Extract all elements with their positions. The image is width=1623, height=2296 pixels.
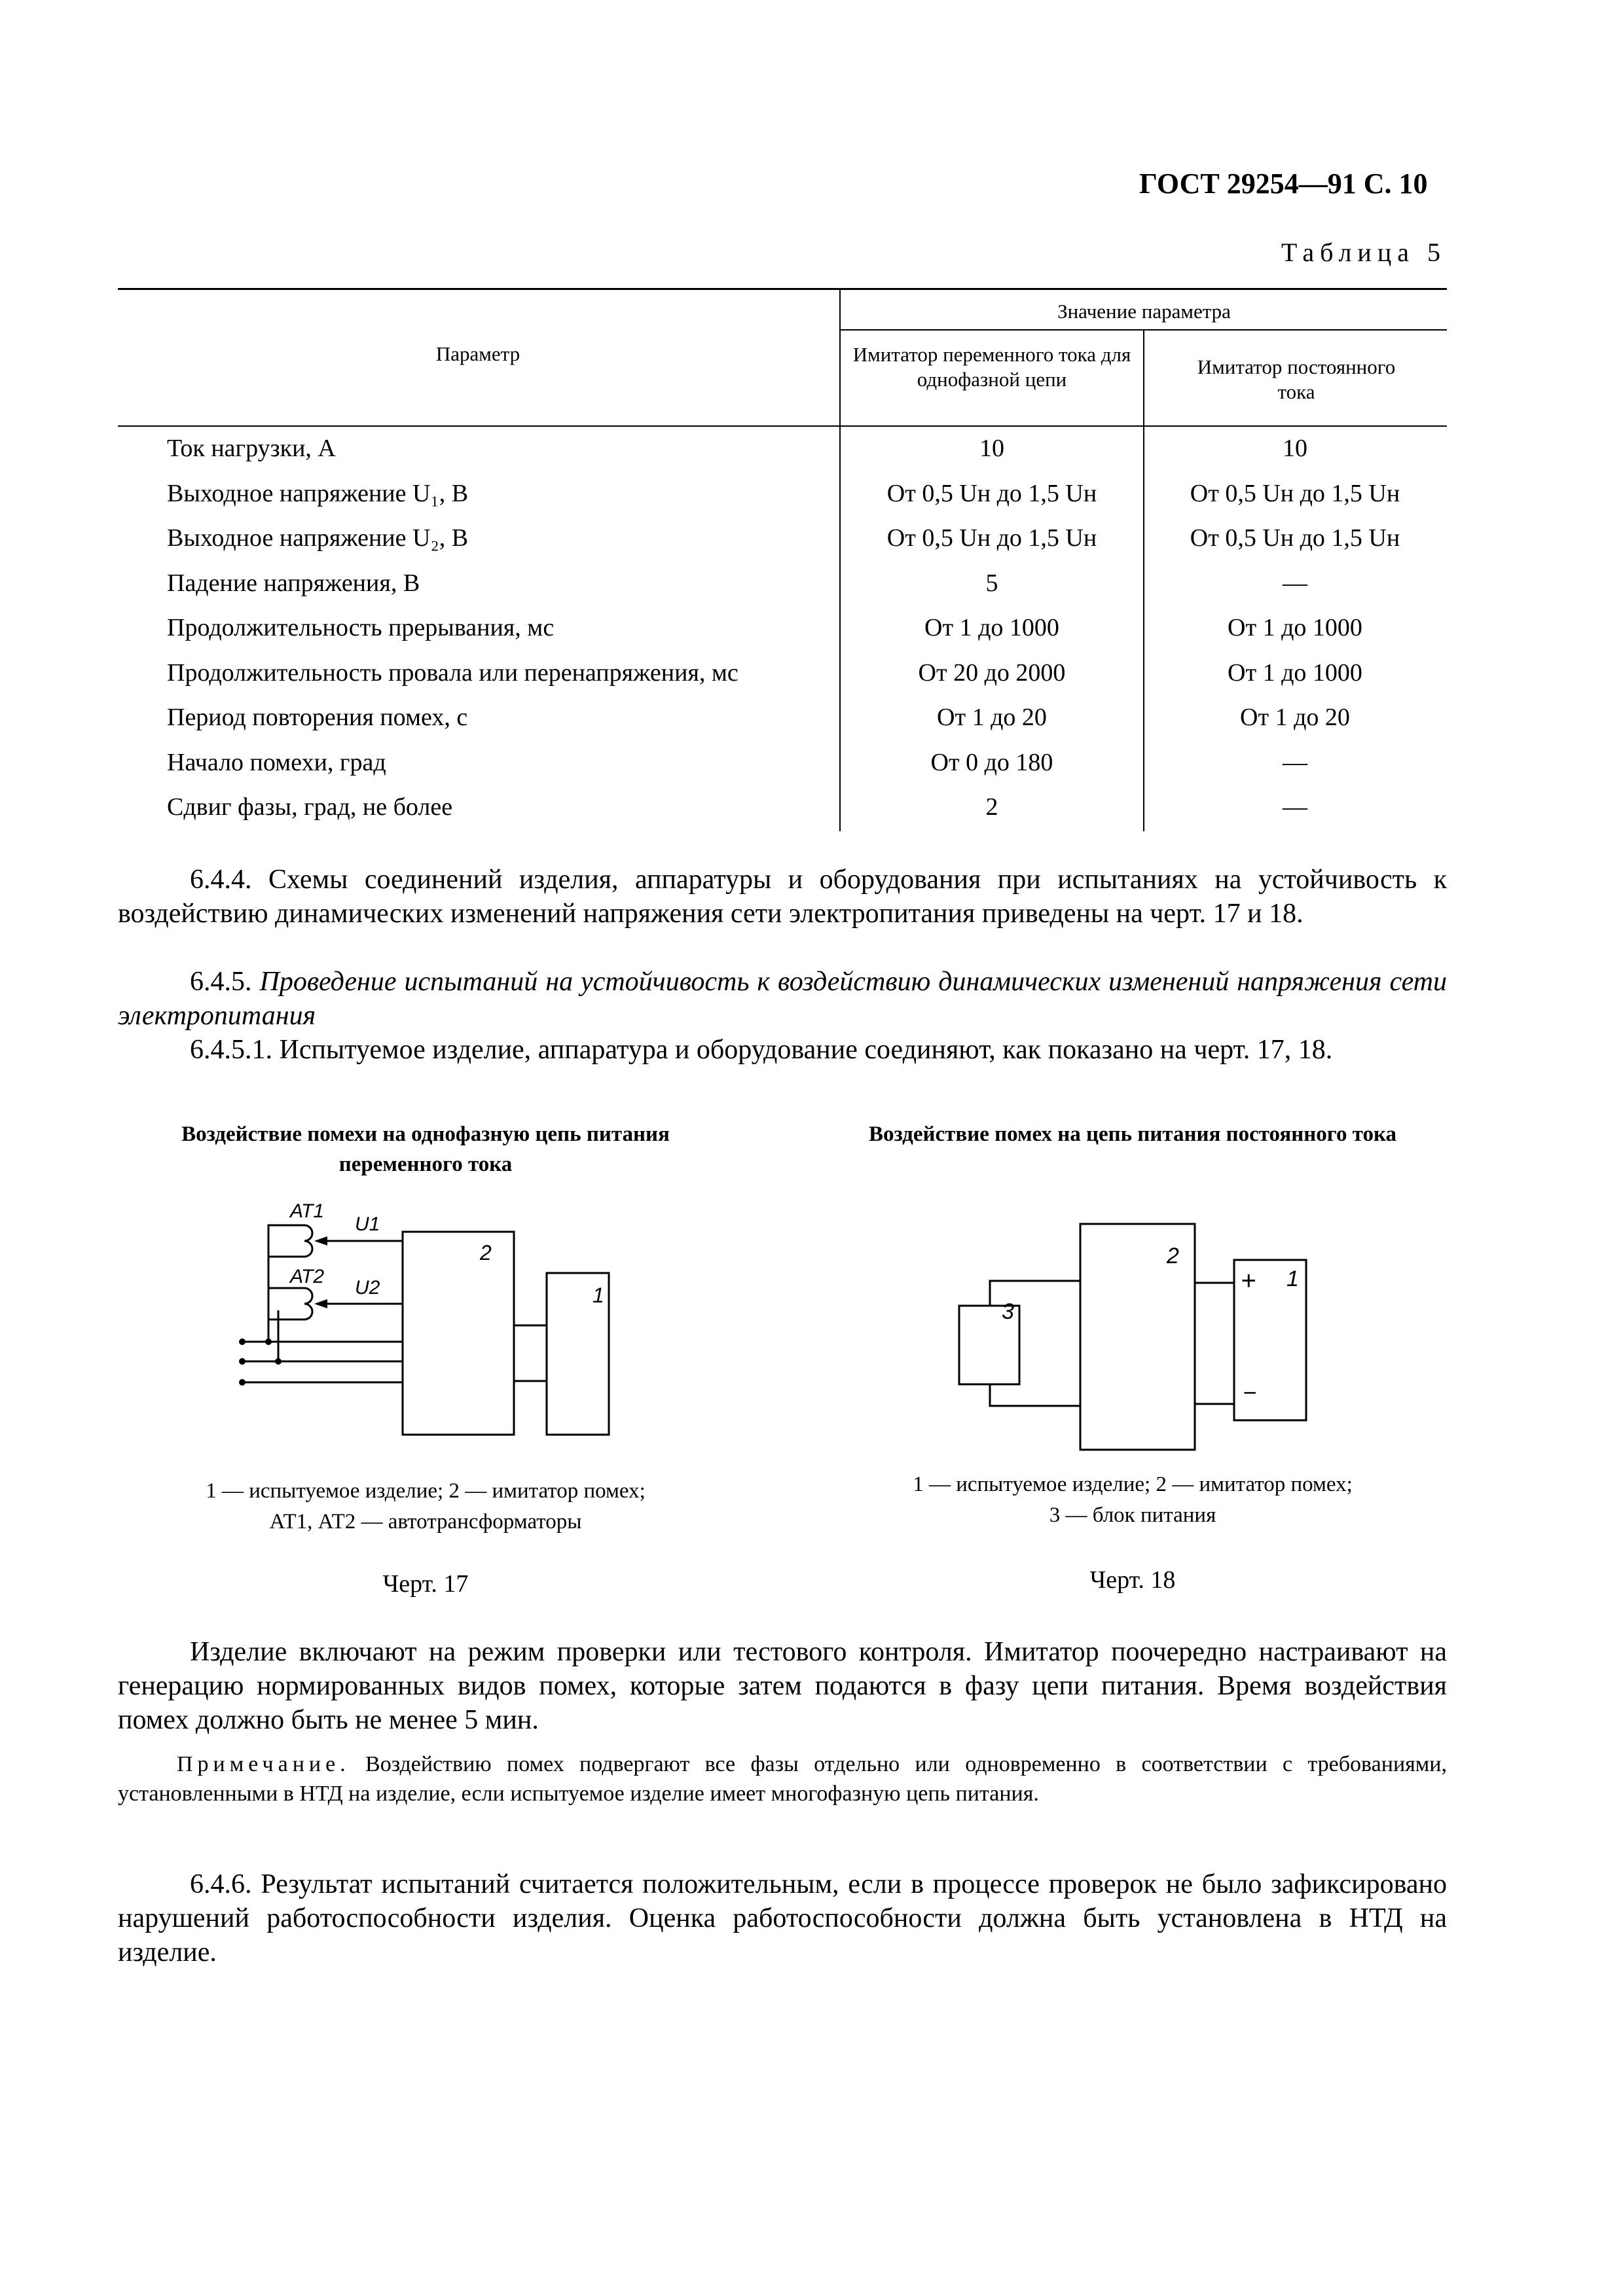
paragraph-6-4-6 bbox=[118, 1867, 1447, 1969]
note-text: Воздействию помех подвергают все фазы отдельно или одновременно в соответствии с требованиями, установленными в НТД на изделие, если испытуемое изделие имеет многофазную цепь питания. bbox=[118, 1752, 1447, 1806]
fig17-title: Воздействие помехи на однофазную цепь питания переменного тока bbox=[181, 1122, 670, 1176]
paragraph-procedure-text: Изделие включают на режим проверки или тестового контроля. Имитатор поочередно настраивают на генерацию нормированных видов помех, которые затем подаются в фазу цепи питания. Время воздействия помех должно быть не менее 5 мин. bbox=[118, 1637, 1447, 1735]
fig18-number: Черт. 18 bbox=[1089, 1566, 1176, 1594]
fig17-label-1: 1 bbox=[593, 1283, 604, 1307]
fig17-diagram bbox=[216, 1191, 635, 1453]
fig17-label-at1: АТ1 bbox=[290, 1200, 325, 1222]
table-row-parameter: Падение напряжения, В bbox=[167, 569, 420, 597]
note-label: Примечание. bbox=[177, 1752, 350, 1776]
table-row-value-dc: — bbox=[1283, 793, 1307, 821]
table-row-parameter: Ток нагрузки, А bbox=[167, 435, 336, 462]
table-header-rule bbox=[118, 425, 1447, 427]
fig17-label-u1: U1 bbox=[355, 1213, 380, 1235]
fig17-at1-coil bbox=[304, 1225, 312, 1257]
page-header: ГОСТ 29254—91 С. 10 bbox=[1139, 168, 1428, 200]
fig18-label-3: 3 bbox=[1002, 1299, 1014, 1324]
table-row-parameter: Продолжительность прерывания, мс bbox=[167, 614, 555, 641]
table-row-value-ac: От 0 до 180 bbox=[930, 749, 1053, 776]
note bbox=[118, 1749, 1447, 1808]
table-row-value-dc: От 0,5 Uн до 1,5 Uн bbox=[1190, 480, 1400, 507]
table-top-rule bbox=[118, 288, 1447, 290]
fig17-label-u2: U2 bbox=[355, 1277, 380, 1299]
paragraph-6-4-4 bbox=[118, 863, 1447, 931]
table-row-value-ac: От 0,5 Uн до 1,5 Uн bbox=[886, 480, 1097, 507]
table-row-value-ac: От 20 до 2000 bbox=[918, 659, 1066, 687]
fig18-plus-sign: + bbox=[1241, 1266, 1256, 1295]
table-row-parameter: Период повторения помех, с bbox=[167, 704, 468, 731]
paragraph-6-4-6-text: 6.4.6. Результат испытаний считается положительным, если в процессе проверок не было зафиксировано нарушений работоспособности изделия. Оценка работоспособности должна быть установлена в НТД на изделие. bbox=[118, 1869, 1447, 1967]
table-row-value-dc: — bbox=[1283, 569, 1307, 597]
table-row-value-dc: От 0,5 Uн до 1,5 Uн bbox=[1190, 524, 1400, 552]
table-row-value-ac: 5 bbox=[985, 569, 998, 597]
table-row-parameter: Выходное напряжение U₂, В bbox=[167, 524, 469, 552]
paragraph-6-4-5-title: Проведение испытаний на устойчивость к воздействию динамических изменений напряжения сети электропитания bbox=[118, 967, 1447, 1031]
th-value-group: Значение параметра bbox=[1057, 300, 1231, 323]
fig18-legend-line1: 1 — испытуемое изделие; 2 — имитатор помех; bbox=[913, 1473, 1353, 1496]
table-row-value-dc: От 1 до 1000 bbox=[1228, 659, 1362, 687]
table-row-value-ac: От 1 до 20 bbox=[937, 704, 1047, 731]
table-col-sep-1 bbox=[839, 288, 841, 831]
fig18-title: Воздействие помех на цепь питания постоянного тока bbox=[868, 1122, 1397, 1146]
th-dc-simulator: Имитатор постоянного тока bbox=[1197, 355, 1396, 403]
table-row-value-dc: 10 bbox=[1283, 435, 1307, 462]
table-row-parameter: Продолжительность провала или перенапряжения, мс bbox=[167, 659, 739, 687]
table-row-value-ac: 2 bbox=[985, 793, 998, 821]
fig18-label-1: 1 bbox=[1286, 1266, 1299, 1291]
paragraph-procedure bbox=[118, 1635, 1447, 1737]
table-row-value-ac: От 0,5 Uн до 1,5 Uн bbox=[886, 524, 1097, 552]
fig18-label-2: 2 bbox=[1167, 1244, 1179, 1268]
paragraph-6-4-4-text: 6.4.4. Схемы соединений изделия, аппаратуры и оборудования при испытаниях на устойчивость к воздействию динамических изменений напряжения сети электропитания приведены на черт. 17 и 18. bbox=[118, 865, 1447, 929]
fig17-at2-coil bbox=[304, 1288, 312, 1319]
table-row-value-ac: От 1 до 1000 bbox=[924, 614, 1059, 641]
paragraph-6-4-5-1 bbox=[118, 1033, 1447, 1067]
table-caption: Таблица 5 bbox=[1281, 238, 1446, 267]
paragraph-6-4-5 bbox=[118, 965, 1447, 1033]
fig17-block-2 bbox=[403, 1232, 514, 1435]
table-row-value-dc: — bbox=[1283, 749, 1307, 776]
fig17-legend bbox=[118, 1476, 733, 1537]
table-row-value-dc: От 1 до 1000 bbox=[1228, 614, 1362, 641]
fig17-number: Черт. 17 bbox=[382, 1570, 469, 1598]
table-row-value-ac: 10 bbox=[979, 435, 1004, 462]
fig17-label-2: 2 bbox=[480, 1241, 492, 1265]
table-row-parameter: Сдвиг фазы, град, не более bbox=[167, 793, 453, 821]
table-row-value-dc: От 1 до 20 bbox=[1240, 704, 1350, 731]
fig17-label-at2: АТ2 bbox=[290, 1266, 325, 1287]
paragraph-6-4-5-1-text: 6.4.5.1. Испытуемое изделие, аппаратура и оборудование соединяют, как показано на черт. 17, 18. bbox=[190, 1035, 1333, 1065]
fig18-diagram bbox=[943, 1214, 1336, 1463]
fig18-legend-line2: 3 — блок питания bbox=[1049, 1503, 1216, 1527]
table-row-parameter: Выходное напряжение U₁, В bbox=[167, 480, 469, 507]
fig18-legend bbox=[818, 1469, 1447, 1531]
fig17-legend-line1: 1 — испытуемое изделие; 2 — имитатор помех; bbox=[206, 1479, 646, 1503]
fig18-minus-sign: − bbox=[1243, 1379, 1257, 1406]
paragraph-6-4-5-num: 6.4.5. bbox=[190, 967, 252, 997]
th-parameter: Параметр bbox=[435, 342, 520, 365]
th-ac-simulator: Имитатор переменного тока для однофазной цепи bbox=[852, 343, 1131, 391]
fig17-legend-line2: АТ1, АТ2 — автотрансформаторы bbox=[269, 1510, 582, 1534]
table-row-parameter: Начало помехи, град bbox=[167, 749, 386, 776]
